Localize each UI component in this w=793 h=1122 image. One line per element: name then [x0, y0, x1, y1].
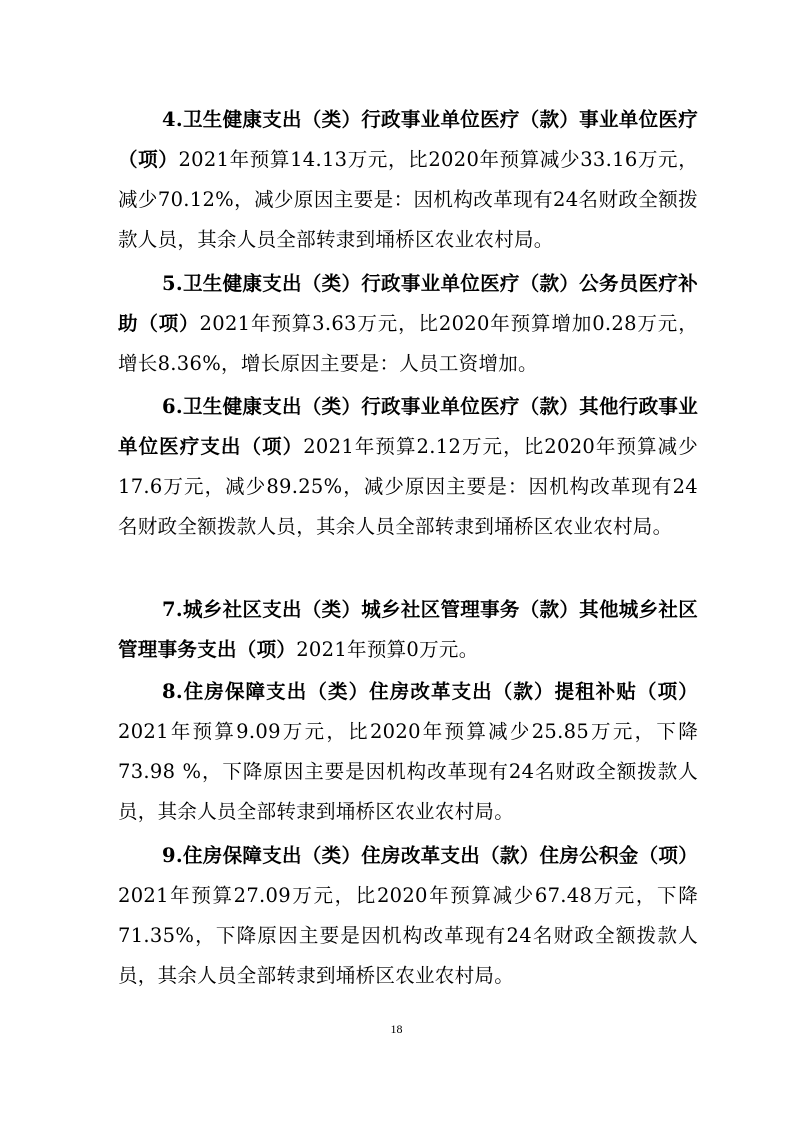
- paragraph-heading: 6.卫生健康支出（类）行政事业单位医疗（款）其他行政事业单位医疗支出（项）: [118, 395, 698, 458]
- paragraph-body: 2021年预算14.13万元，比2020年预算减少33.16万元，减少70.12%，减少原因主要是：因机构改革现有24名财政全额拨款人员，其余人员全部转隶到埇桥区农业农村局。: [118, 148, 698, 251]
- paragraph-body: 2021年预算3.63万元，比2020年预算增加0.28万元，增长8.36%，增长原因主要是：人员工资增加。: [118, 312, 698, 375]
- paragraph-heading: 4.卫生健康支出（类）行政事业单位医疗（款）事业单位医疗（项）: [118, 108, 698, 171]
- paragraph-body: 2021年预算9.09万元，比2020年预算减少25.85万元，下降73.98 %，下降原因主要是因机构改革现有24名财政全额拨款人员，其余人员全部转隶到埇桥区农业农村局。: [118, 720, 698, 823]
- paragraph-heading: 7.城乡社区支出（类）城乡社区管理事务（款）其他城乡社区管理事务支出（项）: [118, 598, 698, 661]
- paragraph-item-6: [118, 387, 698, 547]
- paragraph-item-8: [118, 672, 698, 832]
- paragraph-heading: 5.卫生健康支出（类）行政事业单位医疗（款）公务员医疗补助（项）: [118, 272, 698, 335]
- paragraph-body: 2021年预算2.12万元，比2020年预算减少17.6万元，减少89.25%，减少原因主要是：因机构改革现有24名财政全额拨款人员，其余人员全部转隶到埇桥区农业农村局。: [118, 435, 698, 538]
- paragraph-item-5: [118, 264, 698, 384]
- paragraph-body: 2021年预算27.09万元，比2020年预算减少67.48万元，下降71.35%，下降原因主要是因机构改革现有24名财政全额拨款人员，其余人员全部转隶到埇桥区农业农村局。: [118, 884, 698, 987]
- paragraph-body: 2021年预算0万元。: [296, 638, 479, 661]
- page-number: 18: [390, 1022, 403, 1036]
- paragraph-item-9: [118, 836, 698, 996]
- paragraph-heading: 9.住房保障支出（类）住房改革支出（款）住房公积金（项）: [162, 844, 698, 867]
- paragraph-item-4: [118, 100, 698, 260]
- paragraph-item-7: [118, 590, 698, 670]
- paragraph-heading: 8.住房保障支出（类）住房改革支出（款）提租补贴（项）: [162, 680, 698, 703]
